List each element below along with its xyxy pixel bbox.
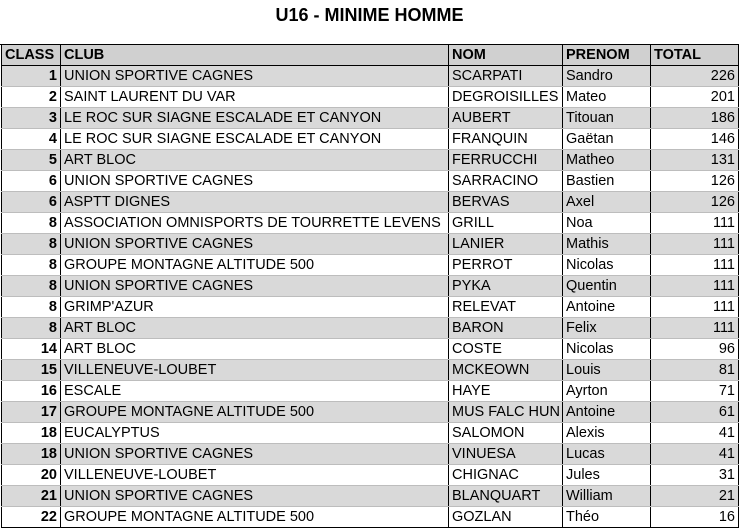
total-cell: 71	[651, 381, 739, 402]
table-row	[2, 381, 739, 402]
table-row	[2, 87, 739, 108]
club-cell: LE ROC SUR SIAGNE ESCALADE ET CANYON	[61, 108, 449, 129]
club-cell: LE ROC SUR SIAGNE ESCALADE ET CANYON	[61, 129, 449, 150]
header-total: TOTAL	[651, 45, 739, 66]
nom-cell: PERROT	[449, 255, 563, 276]
nom-cell: SCARPATI	[449, 66, 563, 87]
total-cell: 81	[651, 360, 739, 381]
club-cell: GROUPE MONTAGNE ALTITUDE 500	[61, 255, 449, 276]
prenom-cell: Nicolas	[563, 339, 651, 360]
prenom-cell: Louis	[563, 360, 651, 381]
prenom-cell: Matheo	[563, 150, 651, 171]
table-row	[2, 213, 739, 234]
nom-cell: PYKA	[449, 276, 563, 297]
total-cell: 126	[651, 171, 739, 192]
total-cell: 111	[651, 255, 739, 276]
table-row	[2, 486, 739, 507]
table-row	[2, 171, 739, 192]
rank-cell: 8	[2, 276, 61, 297]
club-cell: ART BLOC	[61, 339, 449, 360]
nom-cell: RELEVAT	[449, 297, 563, 318]
nom-cell: VINUESA	[449, 444, 563, 465]
table-row	[2, 255, 739, 276]
prenom-cell: Sandro	[563, 66, 651, 87]
table-row	[2, 402, 739, 423]
rank-cell: 5	[2, 150, 61, 171]
club-cell: UNION SPORTIVE CAGNES	[61, 276, 449, 297]
nom-cell: LANIER	[449, 234, 563, 255]
rank-cell: 6	[2, 171, 61, 192]
prenom-cell: Jules	[563, 465, 651, 486]
total-cell: 61	[651, 402, 739, 423]
prenom-cell: Felix	[563, 318, 651, 339]
rank-cell: 6	[2, 192, 61, 213]
total-cell: 186	[651, 108, 739, 129]
total-cell: 96	[651, 339, 739, 360]
prenom-cell: Titouan	[563, 108, 651, 129]
club-cell: GROUPE MONTAGNE ALTITUDE 500	[61, 402, 449, 423]
nom-cell: HAYE	[449, 381, 563, 402]
club-cell: UNION SPORTIVE CAGNES	[61, 171, 449, 192]
table-row	[2, 234, 739, 255]
table-row	[2, 360, 739, 381]
nom-cell: SARRACINO	[449, 171, 563, 192]
table-row	[2, 129, 739, 150]
club-cell: ESCALE	[61, 381, 449, 402]
total-cell: 21	[651, 486, 739, 507]
prenom-cell: Gaëtan	[563, 129, 651, 150]
rank-cell: 18	[2, 423, 61, 444]
prenom-cell: Antoine	[563, 402, 651, 423]
club-cell: ASSOCIATION OMNISPORTS DE TOURRETTE LEVENS	[61, 213, 449, 234]
club-cell: SAINT LAURENT DU VAR	[61, 87, 449, 108]
rank-cell: 17	[2, 402, 61, 423]
table-row	[2, 66, 739, 87]
nom-cell: MCKEOWN	[449, 360, 563, 381]
table-row	[2, 465, 739, 486]
rank-cell: 18	[2, 444, 61, 465]
club-cell: GROUPE MONTAGNE ALTITUDE 500	[61, 507, 449, 528]
total-cell: 111	[651, 213, 739, 234]
prenom-cell: Théo	[563, 507, 651, 528]
total-cell: 16	[651, 507, 739, 528]
header-prenom: PRENOM	[563, 45, 651, 66]
total-cell: 111	[651, 276, 739, 297]
club-cell: VILLENEUVE-LOUBET	[61, 360, 449, 381]
results-table	[1, 45, 739, 528]
prenom-cell: Nicolas	[563, 255, 651, 276]
total-cell: 111	[651, 297, 739, 318]
club-cell: UNION SPORTIVE CAGNES	[61, 444, 449, 465]
table-row	[2, 339, 739, 360]
club-cell: ART BLOC	[61, 318, 449, 339]
nom-cell: FRANQUIN	[449, 129, 563, 150]
prenom-cell: Mathis	[563, 234, 651, 255]
total-cell: 41	[651, 423, 739, 444]
nom-cell: CHIGNAC	[449, 465, 563, 486]
nom-cell: BLANQUART	[449, 486, 563, 507]
rank-cell: 15	[2, 360, 61, 381]
rank-cell: 8	[2, 255, 61, 276]
rank-cell: 20	[2, 465, 61, 486]
nom-cell: BARON	[449, 318, 563, 339]
rank-cell: 21	[2, 486, 61, 507]
total-cell: 126	[651, 192, 739, 213]
total-cell: 146	[651, 129, 739, 150]
nom-cell: GRILL	[449, 213, 563, 234]
rank-cell: 8	[2, 318, 61, 339]
prenom-cell: Ayrton	[563, 381, 651, 402]
rank-cell: 4	[2, 129, 61, 150]
table-row	[2, 297, 739, 318]
page-title: U16 - MINIME HOMME	[275, 5, 464, 25]
prenom-cell: William	[563, 486, 651, 507]
total-cell: 41	[651, 444, 739, 465]
total-cell: 201	[651, 87, 739, 108]
table-row	[2, 423, 739, 444]
rank-cell: 8	[2, 213, 61, 234]
rank-cell: 14	[2, 339, 61, 360]
club-cell: VILLENEUVE-LOUBET	[61, 465, 449, 486]
prenom-cell: Quentin	[563, 276, 651, 297]
club-cell: EUCALYPTUS	[61, 423, 449, 444]
nom-cell: DEGROISILLES	[449, 87, 563, 108]
table-row	[2, 108, 739, 129]
header-row	[2, 45, 739, 66]
rank-cell: 1	[2, 66, 61, 87]
rank-cell: 8	[2, 234, 61, 255]
prenom-cell: Axel	[563, 192, 651, 213]
table-row	[2, 276, 739, 297]
prenom-cell: Antoine	[563, 297, 651, 318]
table-row	[2, 444, 739, 465]
total-cell: 131	[651, 150, 739, 171]
prenom-cell: Alexis	[563, 423, 651, 444]
club-cell: UNION SPORTIVE CAGNES	[61, 486, 449, 507]
club-cell: ASPTT DIGNES	[61, 192, 449, 213]
nom-cell: BERVAS	[449, 192, 563, 213]
club-cell: ART BLOC	[61, 150, 449, 171]
rank-cell: 3	[2, 108, 61, 129]
nom-cell: FERRUCCHI	[449, 150, 563, 171]
prenom-cell: Mateo	[563, 87, 651, 108]
club-cell: UNION SPORTIVE CAGNES	[61, 234, 449, 255]
nom-cell: SALOMON	[449, 423, 563, 444]
prenom-cell: Bastien	[563, 171, 651, 192]
rank-cell: 2	[2, 87, 61, 108]
prenom-cell: Noa	[563, 213, 651, 234]
total-cell: 31	[651, 465, 739, 486]
rank-cell: 8	[2, 297, 61, 318]
header-class: CLASS	[2, 45, 61, 66]
total-cell: 111	[651, 234, 739, 255]
rank-cell: 16	[2, 381, 61, 402]
header-nom: NOM	[449, 45, 563, 66]
club-cell: GRIMP'AZUR	[61, 297, 449, 318]
table-row	[2, 507, 739, 528]
title-spacer	[0, 30, 739, 45]
rank-cell: 22	[2, 507, 61, 528]
club-cell: UNION SPORTIVE CAGNES	[61, 66, 449, 87]
table-row	[2, 150, 739, 171]
nom-cell: AUBERT	[449, 108, 563, 129]
nom-cell: GOZLAN	[449, 507, 563, 528]
table-row	[2, 318, 739, 339]
header-club: CLUB	[61, 45, 449, 66]
prenom-cell: Lucas	[563, 444, 651, 465]
nom-cell: MUS FALC HUN	[449, 402, 563, 423]
total-cell: 111	[651, 318, 739, 339]
nom-cell: COSTE	[449, 339, 563, 360]
total-cell: 226	[651, 66, 739, 87]
table-row	[2, 192, 739, 213]
